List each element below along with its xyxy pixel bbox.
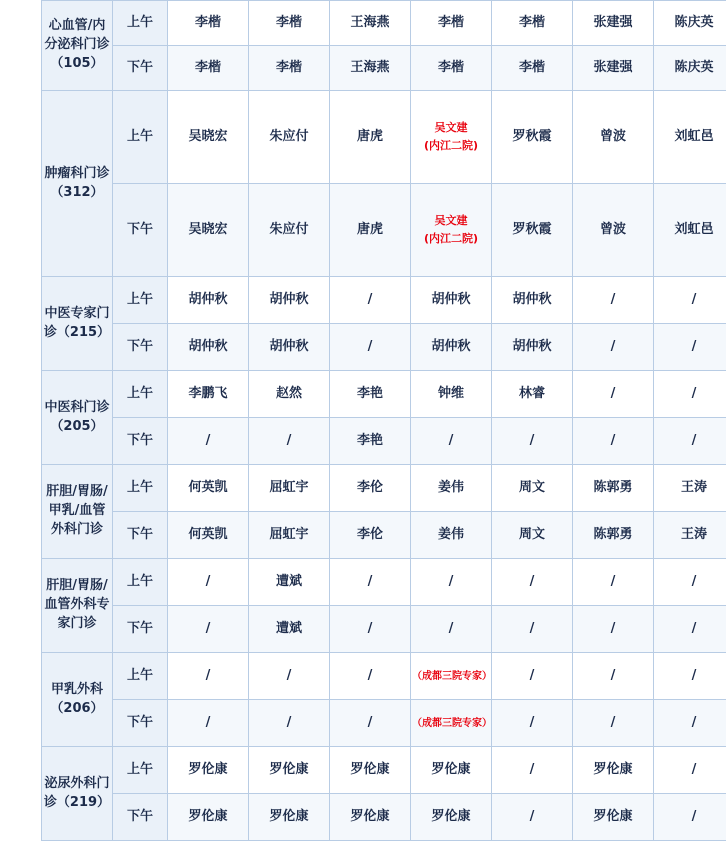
schedule-cell: 何英凯 (168, 465, 249, 512)
schedule-cell: 胡仲秋 (492, 277, 573, 324)
schedule-cell: 李楷 (168, 46, 249, 91)
shift-label-am: 上午 (113, 653, 168, 700)
schedule-cell: / (573, 606, 654, 653)
schedule-cell: 罗伦康 (411, 794, 492, 841)
schedule-cell: / (249, 700, 330, 747)
department-label: 泌尿外科门诊（219） (42, 747, 113, 841)
schedule-cell: 周文 (492, 512, 573, 559)
schedule-cell: 曾波 (573, 91, 654, 184)
table-row (42, 700, 726, 747)
department-label: 肝胆/胃肠/甲乳/血管外科门诊 (42, 465, 113, 559)
department-label: 甲乳外科（206） (42, 653, 113, 747)
table-row (42, 324, 726, 371)
schedule-cell: 李鹏飞 (168, 371, 249, 418)
schedule-cell: 姜伟 (411, 465, 492, 512)
schedule-cell: 朱应付 (249, 184, 330, 277)
schedule-cell: 姜伟 (411, 512, 492, 559)
schedule-cell: 罗伦康 (330, 747, 411, 794)
department-label: 心血管/内分泌科门诊（105） (42, 1, 113, 91)
schedule-cell: 李楷 (492, 1, 573, 46)
department-label: 肿瘤科门诊（312） (42, 91, 113, 277)
schedule-cell: 张建强 (573, 1, 654, 46)
shift-label-pm: 下午 (113, 794, 168, 841)
schedule-cell: / (654, 606, 726, 653)
schedule-cell: 王海燕 (330, 46, 411, 91)
schedule-cell: 罗伦康 (573, 747, 654, 794)
department-label: 肝胆/胃肠/血管外科专家门诊 (42, 559, 113, 653)
schedule-cell: 王涛 (654, 512, 726, 559)
schedule-cell: 屈虹宇 (249, 465, 330, 512)
schedule-cell: / (573, 653, 654, 700)
table-row (42, 512, 726, 559)
schedule-cell: 赵然 (249, 371, 330, 418)
schedule-cell: / (654, 559, 726, 606)
schedule-cell: / (654, 747, 726, 794)
schedule-cell: 胡仲秋 (492, 324, 573, 371)
schedule-cell: / (330, 559, 411, 606)
schedule-cell: / (492, 700, 573, 747)
shift-label-pm: 下午 (113, 606, 168, 653)
schedule-cell: / (330, 324, 411, 371)
schedule-cell: 罗伦康 (573, 794, 654, 841)
department-label: 中医科门诊（205） (42, 371, 113, 465)
schedule-cell: / (168, 700, 249, 747)
shift-label-am: 上午 (113, 91, 168, 184)
schedule-body (42, 1, 726, 841)
schedule-cell: / (492, 747, 573, 794)
schedule-cell: 李楷 (411, 46, 492, 91)
schedule-cell: / (411, 559, 492, 606)
schedule-cell: / (492, 653, 573, 700)
schedule-cell: / (168, 559, 249, 606)
table-row (42, 747, 726, 794)
schedule-cell: 罗伦康 (168, 747, 249, 794)
schedule-cell: / (573, 324, 654, 371)
schedule-cell: 李伦 (330, 512, 411, 559)
schedule-cell: / (654, 277, 726, 324)
schedule-cell (411, 653, 492, 700)
shift-label-pm: 下午 (113, 512, 168, 559)
schedule-cell: 胡仲秋 (411, 324, 492, 371)
shift-label-am: 上午 (113, 465, 168, 512)
schedule-cell: / (573, 371, 654, 418)
table-row (42, 277, 726, 324)
schedule-cell: / (492, 606, 573, 653)
schedule-cell: / (168, 418, 249, 465)
schedule-cell: 陈郭勇 (573, 512, 654, 559)
schedule-cell: 李伦 (330, 465, 411, 512)
schedule-cell: 罗伦康 (330, 794, 411, 841)
schedule-cell: 罗伦康 (411, 747, 492, 794)
table-row (42, 606, 726, 653)
schedule-cell: / (330, 653, 411, 700)
schedule-cell: / (654, 794, 726, 841)
schedule-cell: / (492, 794, 573, 841)
schedule-cell: 林睿 (492, 371, 573, 418)
table-row (42, 91, 726, 184)
schedule-cell: 王涛 (654, 465, 726, 512)
schedule-cell: / (168, 653, 249, 700)
table-row (42, 653, 726, 700)
schedule-cell: 唐虎 (330, 91, 411, 184)
table-row (42, 1, 726, 46)
schedule-cell: / (330, 606, 411, 653)
schedule-cell: / (249, 653, 330, 700)
shift-label-pm: 下午 (113, 418, 168, 465)
schedule-cell: 罗秋霞 (492, 184, 573, 277)
department-label: 中医专家门诊（215） (42, 277, 113, 371)
shift-label-am: 上午 (113, 1, 168, 46)
table-row (42, 465, 726, 512)
table-row (42, 371, 726, 418)
schedule-cell: 李艳 (330, 418, 411, 465)
schedule-cell: / (573, 418, 654, 465)
schedule-cell: 胡仲秋 (249, 324, 330, 371)
doctor-note-main: （成都三院专家） (412, 716, 490, 731)
schedule-cell: 李楷 (168, 1, 249, 46)
shift-label-pm: 下午 (113, 46, 168, 91)
schedule-cell: 李艳 (330, 371, 411, 418)
table-row (42, 559, 726, 606)
schedule-cell: 李楷 (492, 46, 573, 91)
schedule-cell (411, 91, 492, 184)
shift-label-pm: 下午 (113, 184, 168, 277)
schedule-cell: 罗秋霞 (492, 91, 573, 184)
schedule-cell (411, 184, 492, 277)
schedule-cell: 罗伦康 (168, 794, 249, 841)
table-row (42, 418, 726, 465)
schedule-cell: 胡仲秋 (168, 277, 249, 324)
schedule-cell: / (492, 418, 573, 465)
schedule-cell: / (654, 700, 726, 747)
schedule-cell: 遭斌 (249, 559, 330, 606)
schedule-cell: 李楷 (411, 1, 492, 46)
shift-label-am: 上午 (113, 747, 168, 794)
schedule-cell: / (411, 606, 492, 653)
doctor-note-main: 吴文建 (412, 212, 490, 230)
table-row (42, 794, 726, 841)
schedule-cell: / (330, 700, 411, 747)
schedule-cell: / (654, 324, 726, 371)
schedule-cell: 陈庆英 (654, 1, 726, 46)
schedule-cell: 胡仲秋 (411, 277, 492, 324)
schedule-cell: / (168, 606, 249, 653)
schedule-cell (411, 700, 492, 747)
schedule-cell: 王海燕 (330, 1, 411, 46)
schedule-cell: 遭斌 (249, 606, 330, 653)
shift-label-am: 上午 (113, 559, 168, 606)
schedule-cell: 朱应付 (249, 91, 330, 184)
table-row (42, 46, 726, 91)
schedule-cell: 吴晓宏 (168, 184, 249, 277)
shift-label-am: 上午 (113, 371, 168, 418)
outpatient-schedule-table (41, 0, 726, 841)
schedule-cell: 刘虹邑 (654, 184, 726, 277)
schedule-cell: / (330, 277, 411, 324)
doctor-note-main: 吴文建 (412, 119, 490, 137)
schedule-cell: 钟维 (411, 371, 492, 418)
schedule-cell: 胡仲秋 (168, 324, 249, 371)
schedule-cell: 胡仲秋 (249, 277, 330, 324)
schedule-cell: / (411, 418, 492, 465)
schedule-cell: 李楷 (249, 46, 330, 91)
schedule-cell: 刘虹邑 (654, 91, 726, 184)
shift-label-am: 上午 (113, 277, 168, 324)
schedule-cell: 周文 (492, 465, 573, 512)
schedule-cell: / (249, 418, 330, 465)
schedule-cell: 陈庆英 (654, 46, 726, 91)
schedule-cell: 罗伦康 (249, 747, 330, 794)
schedule-cell: 唐虎 (330, 184, 411, 277)
schedule-cell: 屈虹宇 (249, 512, 330, 559)
schedule-cell: / (492, 559, 573, 606)
schedule-cell: 李楷 (249, 1, 330, 46)
doctor-note-sub: (内江二院) (412, 137, 490, 155)
shift-label-pm: 下午 (113, 700, 168, 747)
schedule-cell: 张建强 (573, 46, 654, 91)
schedule-cell: / (573, 277, 654, 324)
doctor-note-main: （成都三院专家） (412, 669, 490, 684)
schedule-cell: / (573, 559, 654, 606)
schedule-cell: / (654, 418, 726, 465)
shift-label-pm: 下午 (113, 324, 168, 371)
schedule-cell: 陈郭勇 (573, 465, 654, 512)
schedule-cell: 曾波 (573, 184, 654, 277)
doctor-note-sub: (内江二院) (412, 230, 490, 248)
table-row (42, 184, 726, 277)
schedule-cell: 何英凯 (168, 512, 249, 559)
schedule-cell: 罗伦康 (249, 794, 330, 841)
schedule-cell: 吴晓宏 (168, 91, 249, 184)
schedule-cell: / (654, 371, 726, 418)
schedule-cell: / (573, 700, 654, 747)
schedule-cell: / (654, 653, 726, 700)
